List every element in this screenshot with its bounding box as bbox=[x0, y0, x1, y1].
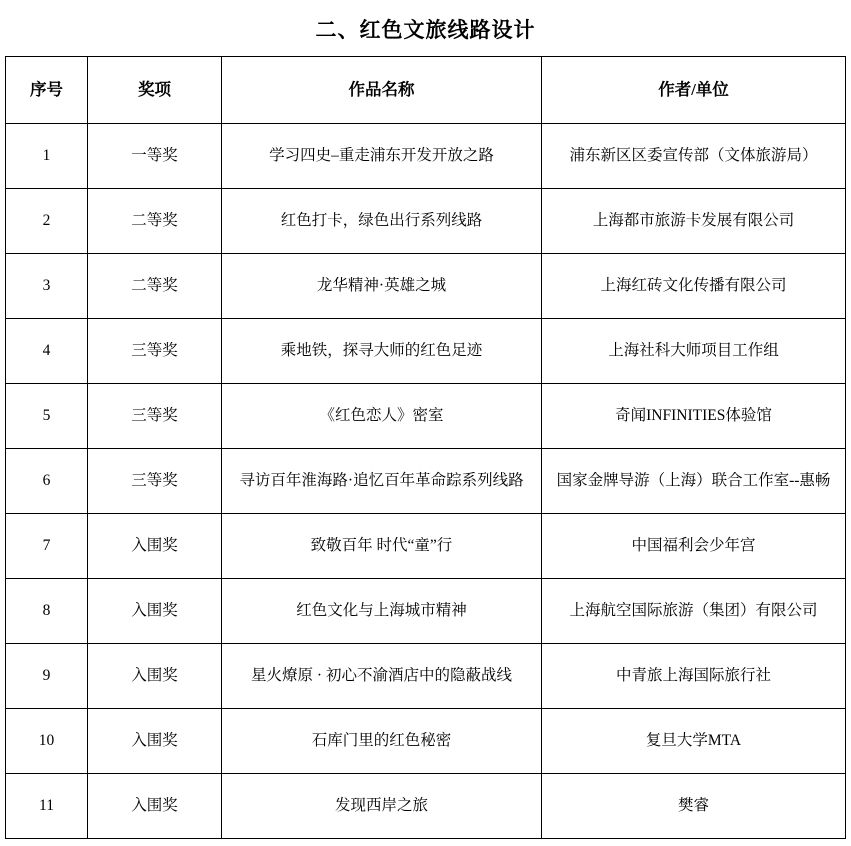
cell-work: 龙华精神·英雄之城 bbox=[222, 254, 542, 319]
cell-award: 一等奖 bbox=[88, 124, 222, 189]
cell-org: 上海航空国际旅游（集团）有限公司 bbox=[542, 579, 846, 644]
table-row bbox=[6, 254, 846, 319]
table-row bbox=[6, 774, 846, 839]
column-header-no: 序号 bbox=[6, 57, 88, 124]
table-row bbox=[6, 319, 846, 384]
cell-no: 8 bbox=[6, 579, 88, 644]
cell-org: 中青旅上海国际旅行社 bbox=[542, 644, 846, 709]
cell-work: 乘地铁，探寻大师的红色足迹 bbox=[222, 319, 542, 384]
cell-work: 星火燎原 · 初心不渝酒店中的隐蔽战线 bbox=[222, 644, 542, 709]
cell-work: 红色打卡，绿色出行系列线路 bbox=[222, 189, 542, 254]
cell-org: 中国福利会少年宫 bbox=[542, 514, 846, 579]
cell-org: 国家金牌导游（上海）联合工作室--惠畅 bbox=[542, 449, 846, 514]
table-row bbox=[6, 644, 846, 709]
column-header-org: 作者/单位 bbox=[542, 57, 846, 124]
table-header-row bbox=[6, 57, 846, 124]
cell-award: 入围奖 bbox=[88, 774, 222, 839]
cell-award: 入围奖 bbox=[88, 514, 222, 579]
cell-award: 入围奖 bbox=[88, 644, 222, 709]
cell-work: 致敬百年 时代“童”行 bbox=[222, 514, 542, 579]
cell-award: 二等奖 bbox=[88, 254, 222, 319]
cell-no: 7 bbox=[6, 514, 88, 579]
cell-work: 学习四史–重走浦东开发开放之路 bbox=[222, 124, 542, 189]
cell-org: 奇闻INFINITIES体验馆 bbox=[542, 384, 846, 449]
cell-org: 浦东新区区委宣传部（文体旅游局） bbox=[542, 124, 846, 189]
cell-no: 2 bbox=[6, 189, 88, 254]
cell-work: 红色文化与上海城市精神 bbox=[222, 579, 542, 644]
cell-no: 4 bbox=[6, 319, 88, 384]
award-table bbox=[5, 56, 846, 839]
cell-no: 6 bbox=[6, 449, 88, 514]
table-row bbox=[6, 384, 846, 449]
cell-no: 3 bbox=[6, 254, 88, 319]
cell-no: 5 bbox=[6, 384, 88, 449]
cell-org: 上海都市旅游卡发展有限公司 bbox=[542, 189, 846, 254]
cell-award: 三等奖 bbox=[88, 449, 222, 514]
cell-award: 二等奖 bbox=[88, 189, 222, 254]
cell-award: 入围奖 bbox=[88, 579, 222, 644]
cell-no: 1 bbox=[6, 124, 88, 189]
cell-org: 樊睿 bbox=[542, 774, 846, 839]
cell-no: 10 bbox=[6, 709, 88, 774]
cell-org: 上海社科大师项目工作组 bbox=[542, 319, 846, 384]
cell-org: 复旦大学MTA bbox=[542, 709, 846, 774]
table-row bbox=[6, 709, 846, 774]
table-row bbox=[6, 579, 846, 644]
table-row bbox=[6, 189, 846, 254]
cell-work: 《红色恋人》密室 bbox=[222, 384, 542, 449]
cell-award: 三等奖 bbox=[88, 384, 222, 449]
cell-work: 石库门里的红色秘密 bbox=[222, 709, 542, 774]
cell-work: 发现西岸之旅 bbox=[222, 774, 542, 839]
cell-org: 上海红砖文化传播有限公司 bbox=[542, 254, 846, 319]
table-row bbox=[6, 514, 846, 579]
cell-no: 11 bbox=[6, 774, 88, 839]
column-header-work: 作品名称 bbox=[222, 57, 542, 124]
page-title: 二、红色文旅线路设计 bbox=[315, 18, 536, 42]
table-row bbox=[6, 449, 846, 514]
table-row bbox=[6, 124, 846, 189]
cell-no: 9 bbox=[6, 644, 88, 709]
cell-work: 寻访百年淮海路·追忆百年革命踪系列线路 bbox=[222, 449, 542, 514]
cell-award: 三等奖 bbox=[88, 319, 222, 384]
cell-award: 入围奖 bbox=[88, 709, 222, 774]
column-header-award: 奖项 bbox=[88, 57, 222, 124]
